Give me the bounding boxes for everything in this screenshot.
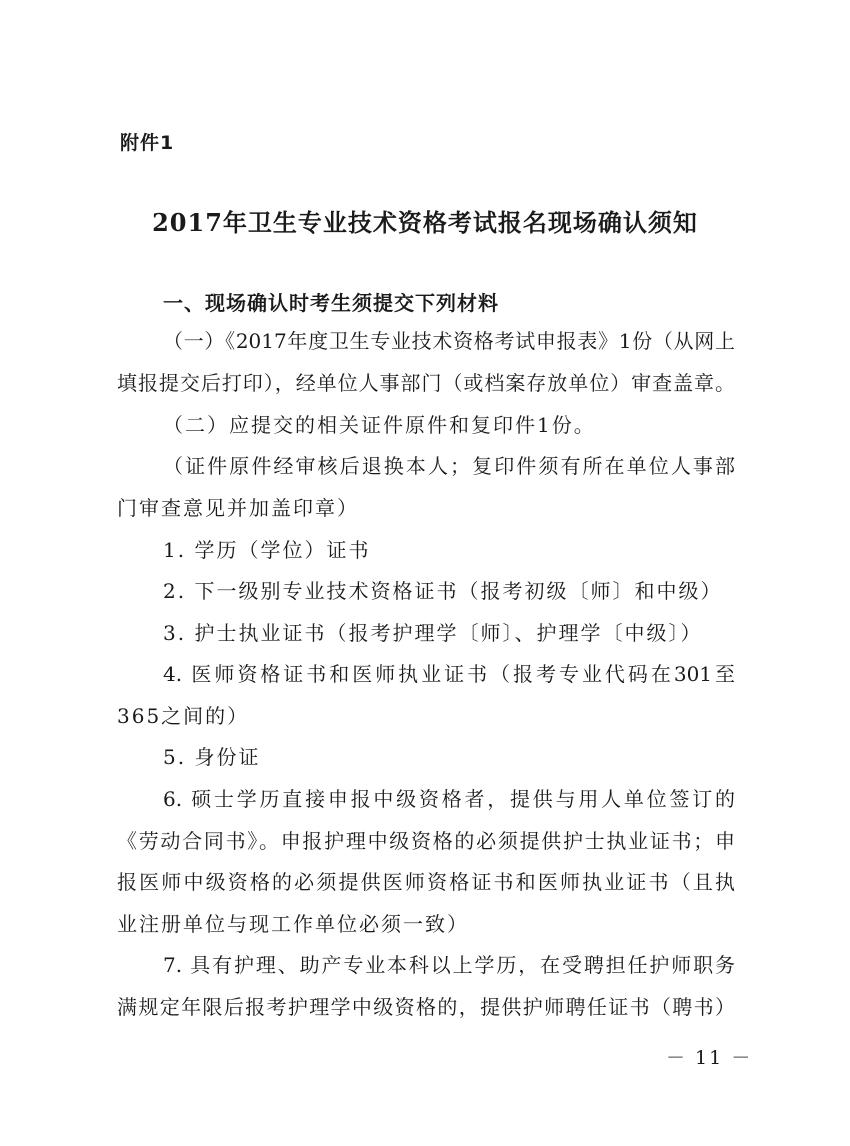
body-line: 365之间的） <box>117 704 250 728</box>
body-line: 满规定年限后报考护理学中级资格的，提供护师聘任证书（聘书） <box>117 995 735 1019</box>
list-item: 6. 硕士学历直接申报中级资格者，提供与用人单位签订的 <box>163 787 735 811</box>
body-line: 业注册单位与现工作单位必须一致） <box>117 912 469 936</box>
list-item: 3. 护士执业证书（报考护理学〔师〕、护理学〔中级〕） <box>163 621 703 645</box>
body-line: 报医师中级资格的必须提供医师资格证书和医师执业证书（且执 <box>117 870 735 894</box>
list-item: 1. 学历（学位）证书 <box>163 538 371 562</box>
document-title: 2017年卫生专业技术资格考试报名现场确认须知 <box>152 208 698 237</box>
section-heading: 一、现场确认时考生须提交下列材料 <box>163 291 499 315</box>
body-line: （证件原件经审核后退换本人；复印件须有所在单位人事部 <box>163 454 735 478</box>
attachment-label: 附件1 <box>120 132 175 154</box>
page-number: － 11 － <box>666 1047 753 1069</box>
list-item: 5. 身份证 <box>163 745 261 769</box>
list-item: 2. 下一级别专业技术资格证书（报考初级〔师〕和中级） <box>163 579 723 603</box>
list-item: 4. 医师资格证书和医师执业证书（报考专业代码在301至 <box>163 662 735 686</box>
body-line: （一）《2017年度卫生专业技术资格考试申报表》1份（从网上 <box>163 329 735 353</box>
body-line: （二）应提交的相关证件原件和复印件1份。 <box>163 413 596 437</box>
body-line: 填报提交后打印），经单位人事部门（或档案存放单位）审查盖章。 <box>117 371 735 395</box>
body-line: 门审查意见并加盖印章） <box>117 496 359 520</box>
list-item: 7. 具有护理、助产专业本科以上学历，在受聘担任护师职务 <box>163 953 735 977</box>
body-line: 《劳动合同书》。申报护理中级资格的必须提供护士执业证书；申 <box>117 829 735 853</box>
